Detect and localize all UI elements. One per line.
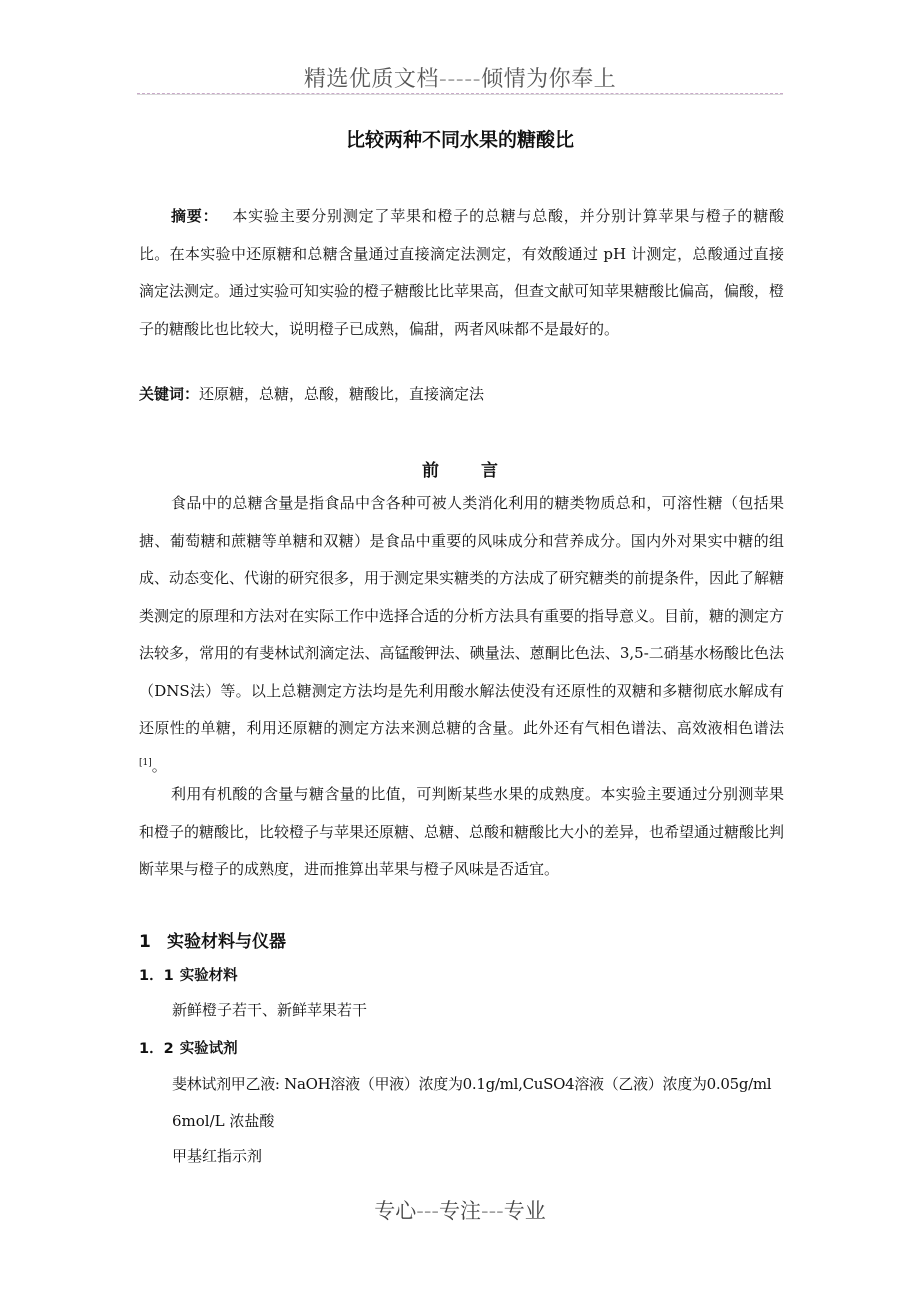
citation-1[interactable]: [1] [139,757,152,768]
header-divider [137,93,783,95]
keywords-text: 还原糖，总糖，总酸，糖酸比，直接滴定法 [199,385,485,403]
keywords-label: 关键词： [139,385,200,403]
section-1-2-heading: 1．2 实验试剂 [139,1041,238,1057]
preface-paragraph-2: 利用有机酸的含量与糖含量的比值，可判断某些水果的成熟度。本实验主要通过分别测苹果和橙子的糖酸比，比较橙子与苹果还原糖、总糖、总酸和糖酸比大小的差异，也希望通过糖酸比判断苹果与橙子的成熟度，进而推算出苹果与橙子风味是否适宜。 [139,785,785,878]
section-1-heading: 1 实验材料与仪器 [139,932,286,952]
abstract-text: 本实验主要分别测定了苹果和橙子的总糖与总酸，并分别计算苹果与橙子的糖酸比。在本实验中还原糖和总糖含量通过直接滴定法测定，有效酸通过 pH 计测定，总酸通过直接滴定法测定。通过实验可知实验的橙子糖酸比比苹果高，但查文献可知苹果糖酸比偏高，偏酸，橙子的糖酸比也比较大，说明橙子已成熟，偏甜，两者风味都不是最好的。 [139,207,785,338]
document-title: 比较两种不同水果的糖酸比 [345,129,574,151]
reagent-line-1: 斐林试剂甲乙液: NaOH溶液（甲液）浓度为0.1g/ml,CuSO4溶液（乙液）浓度为0.05g/ml [172,1075,772,1093]
page-header: 精选优质文档-----倾情为你奉上 [303,67,617,92]
page-footer: 专心---专注---专业 [374,1199,546,1223]
keywords-paragraph [139,376,784,414]
reagent-line-3: 甲基红指示剂 [172,1147,263,1165]
preface-paragraph-1: 食品中的总糖含量是指食品中含各种可被人类消化利用的糖类物质总和，可溶性糖（包括果搪、葡萄糖和蔗糖等单糖和双糖）是食品中重要的风味成分和营养成分。国内外对果实中糖的组成、动态变化、代谢的研究很多，用于测定果实糖类的方法成了研究糖类的前提条件，因此了解糖类测定的原理和方法对在实际工作中选择合适的分析方法具有重要的指导意义。目前，糖的测定方法较多，常用的有斐林试剂滴定法、高锰酸钾法、碘量法、蒽酮比色法、3,5-二硝基水杨酸比色法（DNS法）等。以上总糖测定方法均是先利用酸水解法使没有还原性的双糖和多糖彻底水解成有还原性的单糖，利用还原糖的测定方法来测总糖的含量。此外还有气相色谱法、高效液相色谱法[1]。 [139,494,785,775]
abstract-label: 摘要： [171,207,219,225]
section-1-1-heading: 1．1 实验材料 [139,968,238,984]
materials-text: 新鲜橙子若干、新鲜苹果若干 [172,1001,368,1019]
preface-heading: 前 言 [422,461,498,481]
abstract-paragraph [139,198,784,348]
reagent-line-2: 6mol/L 浓盐酸 [172,1112,275,1130]
